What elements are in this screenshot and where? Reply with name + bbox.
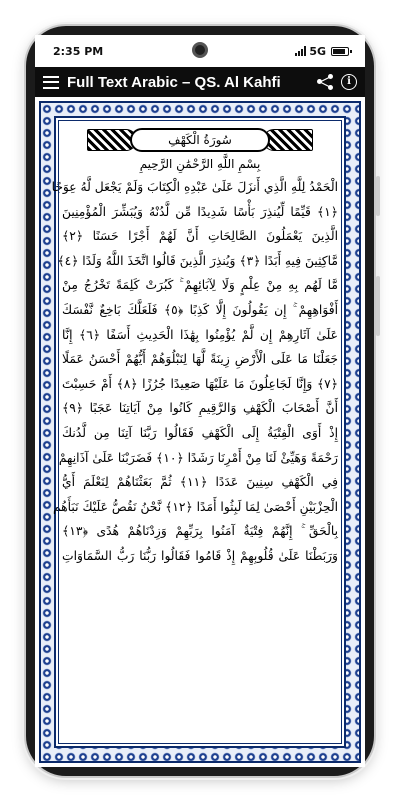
verse-line: فِي الْكَهْفِ سِنِينَ عَدَدًا ﴿١١﴾ ثُمَّ بَعَثْنَاهُمْ لِنَعْلَمَ أَيُّ — [62, 475, 339, 490]
status-indicators — [295, 45, 349, 58]
power-button — [376, 276, 380, 336]
phone-frame — [26, 26, 374, 776]
battery-icon — [331, 47, 349, 56]
verse-line: الَّذِينَ يَعْمَلُونَ الصَّالِحَاتِ أَنَّ لَهُمْ أَجْرًا حَسَنًا ﴿٢﴾ — [62, 229, 338, 244]
header-ornament-right — [263, 129, 313, 151]
status-bar — [35, 35, 365, 67]
verses-text — [51, 175, 340, 569]
status-time: 2:35 PM — [53, 44, 104, 58]
verse-line: رَحْمَةً وَهَيِّئْ لَنَا مِنْ أَمْرِنَا رَشَدًا ﴿١٠﴾ فَضَرَبْنَا عَلَىٰ آذَانِهِمْ — [58, 450, 338, 465]
network-label: 5G — [309, 44, 326, 58]
verse-line: مَّاكِثِينَ فِيهِ أَبَدًا ﴿٣﴾ وَيُنذِرَ الَّذِينَ قَالُوا اتَّخَذَ اللَّهُ وَلَدًا ﴿٤﴾ — [57, 253, 338, 268]
basmala: بِسْمِ اللَّهِ الرَّحْمَٰنِ الرَّحِيمِ — [139, 157, 261, 171]
verse-line: الْحَمْدُ لِلَّهِ الَّذِي أَنزَلَ عَلَىٰ عَبْدِهِ الْكِتَابَ وَلَمْ يَجْعَل لَّهُ عِوَجًا — [51, 180, 338, 194]
signal-icon — [295, 46, 306, 56]
text-frame — [51, 116, 346, 748]
app-bar — [35, 67, 365, 97]
info-icon[interactable]: i — [341, 74, 357, 90]
verse-line: إِذْ أَوَى الْفِتْيَةُ إِلَى الْكَهْفِ فَقَالُوا رَبَّنَا آتِنَا مِن لَّدُنكَ — [62, 425, 338, 440]
volume-button — [376, 176, 380, 216]
verse-line: أَنَّ أَصْحَابَ الْكَهْفِ وَالرَّقِيمِ كَانُوا مِنْ آيَاتِنَا عَجَبًا ﴿٩﴾ — [62, 401, 338, 416]
verse-line: جَعَلْنَا مَا عَلَى الْأَرْضِ زِينَةً لَّهَا لِنَبْلُوَهُمْ أَيُّهُمْ أَحْسَنُ عَمَلًا — [62, 352, 338, 367]
verse-line: الْحِزْبَيْنِ أَحْصَىٰ لِمَا لَبِثُوا أَمَدًا ﴿١٢﴾ نَّحْنُ نَقُصُّ عَلَيْكَ نَبَأَهُم — [52, 499, 338, 514]
verse-line: أَفْوَاهِهِمْ ۚ إِن يَقُولُونَ إِلَّا كَذِبًا ﴿٥﴾ فَلَعَلَّكَ بَاخِعٌ نَّفْسَكَ — [62, 302, 338, 317]
verse-line: ﴿١﴾ قَيِّمًا لِّيُنذِرَ بَأْسًا شَدِيدًا مِّن لَّدُنْهُ وَيُبَشِّرَ الْمُؤْمِنِينَ — [62, 204, 338, 219]
hamburger-menu-icon[interactable] — [43, 76, 59, 89]
surah-title: سُورَةُ الْكَهْفِ — [130, 128, 270, 152]
verse-line: بِالْحَقِّ ۚ إِنَّهُمْ فِتْيَةٌ آمَنُوا بِرَبِّهِمْ وَزِدْنَاهُمْ هُدًى ﴿١٣﴾ — [62, 524, 338, 539]
page-title: Full Text Arabic – QS. Al Kahfi — [67, 73, 281, 91]
front-camera — [192, 42, 208, 58]
surah-header — [87, 126, 313, 154]
screen — [35, 35, 365, 767]
verse-line: وَرَبَطْنَا عَلَىٰ قُلُوبِهِمْ إِذْ قَامُوا فَقَالُوا رَبُّنَا رَبُّ السَّمَاوَاتِ — [62, 548, 338, 563]
verse-line: مَّا لَهُم بِهِ مِنْ عِلْمٍ وَلَا لِآبَائِهِمْ ۚ كَبُرَتْ كَلِمَةً تَخْرُجُ مِنْ — [62, 278, 338, 293]
verse-line: ﴿٧﴾ وَإِنَّا لَجَاعِلُونَ مَا عَلَيْهَا صَعِيدًا جُرُزًا ﴿٨﴾ أَمْ حَسِبْتَ — [62, 376, 338, 391]
verse-line: عَلَىٰ آثَارِهِمْ إِن لَّمْ يُؤْمِنُوا بِهَٰذَا الْحَدِيثِ أَسَفًا ﴿٦﴾ إِنَّا — [62, 327, 339, 342]
share-icon[interactable] — [317, 74, 333, 90]
mushaf-page — [35, 97, 365, 767]
ornamental-border — [39, 101, 361, 763]
